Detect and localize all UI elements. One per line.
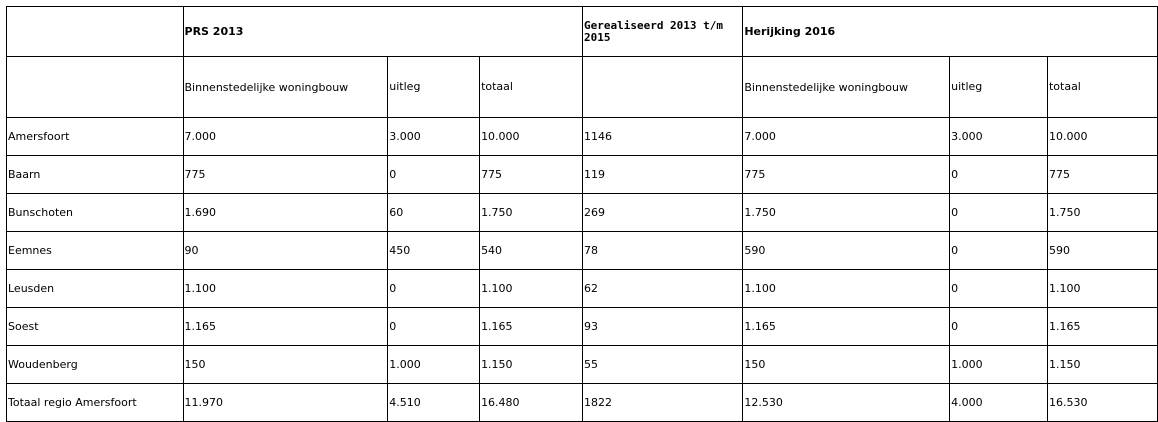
table-row	[7, 156, 1158, 194]
cell-prs-totaal: 1.750	[480, 194, 583, 232]
cell-her-totaal: 775	[1047, 156, 1157, 194]
cell-prs-binnen: 1.690	[183, 194, 388, 232]
cell-her-uitleg: 0	[950, 194, 1048, 232]
subheader-her-binnen	[743, 57, 950, 118]
table-row	[7, 384, 1158, 422]
cell-name: Soest	[7, 308, 184, 346]
subheader-her-uitleg: uitleg	[950, 57, 1048, 118]
header-corner-cell	[7, 7, 184, 57]
subheader-prs-totaal: totaal	[480, 57, 583, 118]
cell-prs-binnen: 11.970	[183, 384, 388, 422]
cell-name: Totaal regio Amersfoort	[7, 384, 184, 422]
subheader-gerealiseerd-empty	[582, 57, 742, 118]
cell-gerealiseerd: 119	[582, 156, 742, 194]
cell-prs-uitleg: 60	[388, 194, 480, 232]
cell-her-binnen: 590	[743, 232, 950, 270]
cell-her-binnen: 1.750	[743, 194, 950, 232]
cell-her-uitleg: 3.000	[950, 118, 1048, 156]
header-prs-2013: PRS 2013	[183, 7, 582, 57]
cell-gerealiseerd: 62	[582, 270, 742, 308]
table-body	[7, 7, 1158, 422]
cell-her-totaal: 590	[1047, 232, 1157, 270]
cell-prs-totaal: 1.150	[480, 346, 583, 384]
cell-prs-uitleg: 3.000	[388, 118, 480, 156]
housing-table	[6, 6, 1158, 422]
cell-prs-uitleg: 1.000	[388, 346, 480, 384]
subheader-her-totaal: totaal	[1047, 57, 1157, 118]
cell-prs-totaal: 1.165	[480, 308, 583, 346]
table-row	[7, 270, 1158, 308]
subheader-her-binnen-label: Binnenstedelijke woningbouw	[744, 80, 908, 94]
cell-name: Eemnes	[7, 232, 184, 270]
cell-her-totaal: 1.750	[1047, 194, 1157, 232]
cell-prs-uitleg: 450	[388, 232, 480, 270]
cell-name: Baarn	[7, 156, 184, 194]
cell-prs-binnen: 150	[183, 346, 388, 384]
header-gerealiseerd: Gerealiseerd 2013 t/m 2015	[582, 7, 742, 57]
cell-prs-uitleg: 0	[388, 156, 480, 194]
cell-prs-binnen: 1.100	[183, 270, 388, 308]
cell-her-totaal: 1.150	[1047, 346, 1157, 384]
cell-her-uitleg: 0	[950, 156, 1048, 194]
cell-gerealiseerd: 1146	[582, 118, 742, 156]
header-herijking-2016: Herijking 2016	[743, 7, 1158, 57]
cell-name: Leusden	[7, 270, 184, 308]
cell-prs-binnen: 775	[183, 156, 388, 194]
table-row	[7, 194, 1158, 232]
cell-her-binnen: 1.165	[743, 308, 950, 346]
cell-gerealiseerd: 78	[582, 232, 742, 270]
cell-her-uitleg: 0	[950, 308, 1048, 346]
cell-prs-uitleg: 4.510	[388, 384, 480, 422]
table-row	[7, 118, 1158, 156]
cell-prs-totaal: 16.480	[480, 384, 583, 422]
cell-name: Bunschoten	[7, 194, 184, 232]
subheader-prs-binnen-label: Binnenstedelijke woningbouw	[184, 80, 349, 94]
cell-prs-uitleg: 0	[388, 270, 480, 308]
cell-gerealiseerd: 55	[582, 346, 742, 384]
cell-prs-totaal: 540	[480, 232, 583, 270]
table-row	[7, 232, 1158, 270]
cell-her-binnen: 1.100	[743, 270, 950, 308]
cell-prs-binnen: 1.165	[183, 308, 388, 346]
subheader-prs-uitleg: uitleg	[388, 57, 480, 118]
cell-her-totaal: 1.165	[1047, 308, 1157, 346]
cell-prs-totaal: 775	[480, 156, 583, 194]
table-row	[7, 346, 1158, 384]
cell-her-uitleg: 0	[950, 270, 1048, 308]
cell-her-uitleg: 1.000	[950, 346, 1048, 384]
cell-her-binnen: 150	[743, 346, 950, 384]
cell-her-uitleg: 4.000	[950, 384, 1048, 422]
cell-prs-totaal: 1.100	[480, 270, 583, 308]
cell-her-totaal: 10.000	[1047, 118, 1157, 156]
subheader-empty-cell	[7, 57, 184, 118]
header-row-groups	[7, 7, 1158, 57]
cell-her-binnen: 775	[743, 156, 950, 194]
header-row-columns	[7, 57, 1158, 118]
cell-prs-binnen: 7.000	[183, 118, 388, 156]
cell-name: Woudenberg	[7, 346, 184, 384]
cell-her-binnen: 7.000	[743, 118, 950, 156]
cell-prs-totaal: 10.000	[480, 118, 583, 156]
cell-her-totaal: 16.530	[1047, 384, 1157, 422]
cell-gerealiseerd: 1822	[582, 384, 742, 422]
cell-her-totaal: 1.100	[1047, 270, 1157, 308]
cell-her-binnen: 12.530	[743, 384, 950, 422]
cell-name: Amersfoort	[7, 118, 184, 156]
cell-her-uitleg: 0	[950, 232, 1048, 270]
cell-gerealiseerd: 93	[582, 308, 742, 346]
cell-prs-binnen: 90	[183, 232, 388, 270]
cell-prs-uitleg: 0	[388, 308, 480, 346]
cell-gerealiseerd: 269	[582, 194, 742, 232]
table-row	[7, 308, 1158, 346]
subheader-prs-binnen	[183, 57, 388, 118]
